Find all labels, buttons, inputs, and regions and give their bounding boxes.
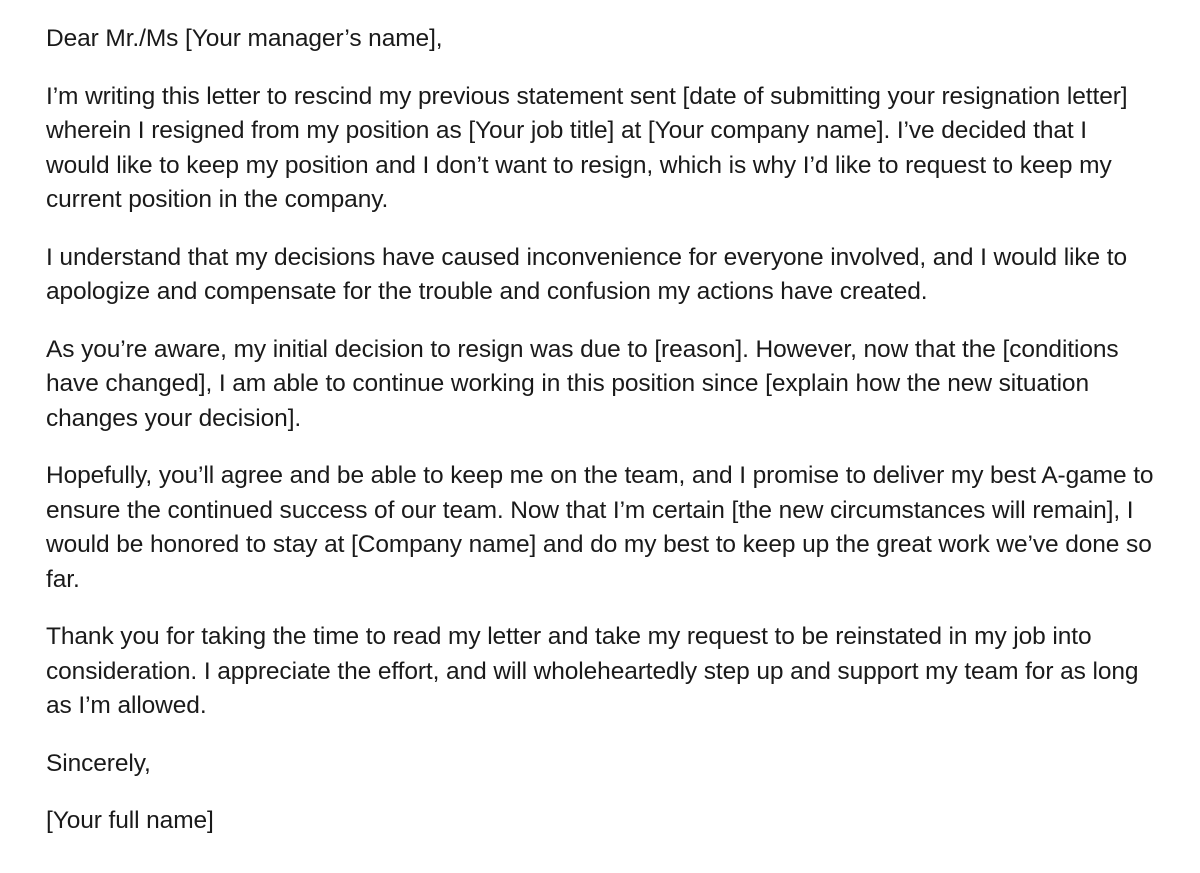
letter-paragraph-1: I’m writing this letter to rescind my previous statement sent [date of submitting your resignation letter] wherein I resigned from my position as [Your job title] at [Your company name]. I’ve decided that I would like to keep my position and I don’t want to resign, which is why I’d like to request to keep my current position in the company.: [46, 82, 1128, 213]
letter-closing: Sincerely,: [46, 749, 151, 777]
letter-paragraph-3: As you’re aware, my initial decision to resign was due to [reason]. However, now that the [conditions have changed], I am able to continue working in this position since [explain how the new situation changes your decision].: [46, 335, 1119, 432]
letter-salutation: Dear Mr./Ms [Your manager’s name],: [46, 25, 443, 52]
letter-paragraph-4: Hopefully, you’ll agree and be able to keep me on the team, and I promise to deliver my best A-game to ensure the continued success of our team. Now that I’m certain [the new circumstances will remain], I would be honored to stay at [Company name] and do my best to keep up the great work we’ve done so far.: [46, 462, 1154, 593]
letter-paragraph-2: I understand that my decisions have caused inconvenience for everyone involved, and I would like to apologize and compensate for the trouble and confusion my actions have created.: [46, 243, 1128, 305]
letter-signature: [Your full name]: [46, 807, 214, 834]
letter-paragraph-5: Thank you for taking the time to read my letter and take my request to be reinstated in my job into consideration. I appreciate the effort, and will wholeheartedly step up and support my team for as long as I’m allowed.: [46, 623, 1139, 719]
letter-body: [46, 22, 1156, 839]
